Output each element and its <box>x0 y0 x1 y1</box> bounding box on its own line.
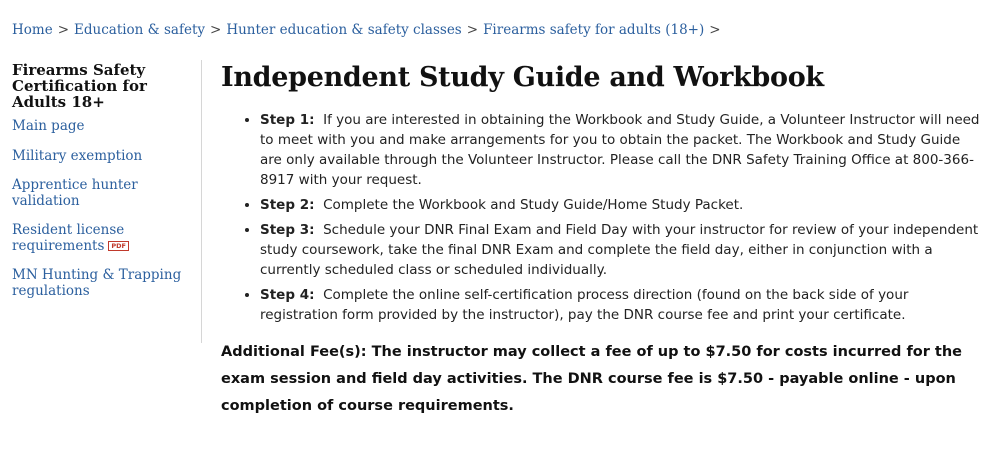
breadcrumb-home-link[interactable]: Home <box>12 22 53 38</box>
breadcrumb-separator: > <box>57 22 70 38</box>
list-item <box>260 195 981 215</box>
sidebar-link-mn-hunting-trapping-regulations[interactable]: MN Hunting & Trapping regulations <box>12 267 182 299</box>
sidebar-divider <box>201 60 202 343</box>
list-item <box>260 285 981 325</box>
sidebar-item-resident-license <box>12 223 184 254</box>
sidebar-link-label: Resident license requirements <box>12 222 125 254</box>
breadcrumb <box>12 20 726 40</box>
main-content <box>221 58 981 420</box>
sidebar-item-military-exemption <box>12 149 184 165</box>
breadcrumb-hunter-education-link[interactable]: Hunter education & safety classes <box>226 22 462 38</box>
step-label: Step 4: <box>260 287 315 303</box>
sidebar-link-apprentice-hunter-validation[interactable]: Apprentice hunter validation <box>12 177 138 209</box>
step-text: If you are interested in obtaining the Workbook and Study Guide, a Volunteer Instructor will need to meet with you and make arrangements for you to obtain the packet. The Workbook and Study Guide are only available through the Volunteer Instructor. Please call the DNR Safety Training Office at 800-366-8917 with your request. <box>260 112 980 188</box>
sidebar-item-apprentice-hunter <box>12 178 184 209</box>
sidebar <box>12 62 184 313</box>
sidebar-item-main-page <box>12 119 184 135</box>
sidebar-item-hunting-regulations <box>12 268 184 299</box>
additional-fees-note: Additional Fee(s): The instructor may collect a fee of up to $7.50 for costs incurred for the exam session and field day activities. The DNR course fee is $7.50 - payable online - upon completion of course requirements. <box>221 344 963 414</box>
sidebar-link-main-page[interactable]: Main page <box>12 118 85 134</box>
step-label: Step 3: <box>260 222 315 238</box>
step-label: Step 2: <box>260 197 315 213</box>
list-item <box>260 220 981 280</box>
breadcrumb-separator: > <box>466 22 479 38</box>
page-title: Independent Study Guide and Workbook <box>221 62 824 93</box>
breadcrumb-firearms-safety-link[interactable]: Firearms safety for adults (18+) <box>483 22 705 38</box>
breadcrumb-separator: > <box>709 22 721 38</box>
sidebar-link-resident-license-requirements[interactable] <box>12 223 184 254</box>
step-text: Complete the online self-certification process direction (found on the back side of your registration form provided by the instructor), pay the DNR course fee and print your certificate. <box>260 287 909 323</box>
steps-list <box>221 110 981 325</box>
pdf-icon: PDF <box>108 241 129 251</box>
sidebar-link-military-exemption[interactable]: Military exemption <box>12 147 143 164</box>
step-text: Schedule your DNR Final Exam and Field Day with your instructor for review of your independent study coursework, take the final DNR Exam and complete the field day, either in conjunction with a currently scheduled class or scheduled individually. <box>260 222 979 278</box>
breadcrumb-separator: > <box>210 22 222 38</box>
sidebar-title: Firearms Safety Certification for Adults 18+ <box>12 61 147 111</box>
step-label: Step 1: <box>260 112 315 128</box>
step-text: Complete the Workbook and Study Guide/Home Study Packet. <box>323 197 744 213</box>
breadcrumb-education-safety-link[interactable]: Education & safety <box>74 22 205 38</box>
list-item <box>260 110 981 190</box>
